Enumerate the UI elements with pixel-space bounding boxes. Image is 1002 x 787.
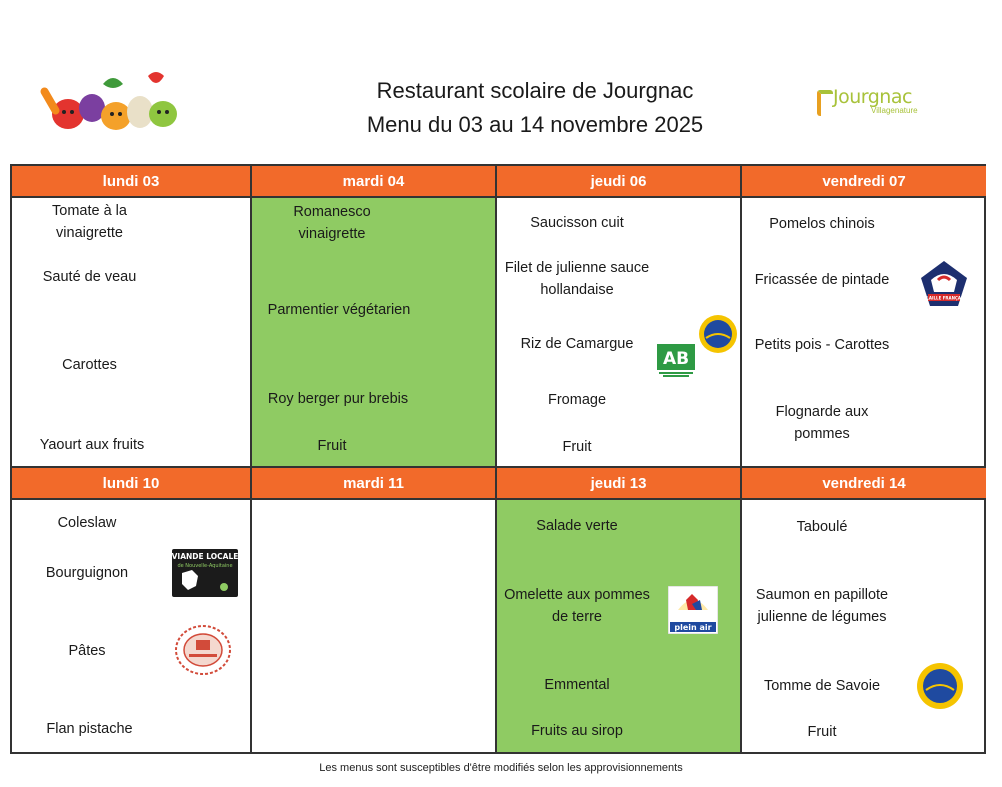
page-subtitle: Menu du 03 au 14 novembre 2025 <box>366 112 704 137</box>
page-title: Restaurant scolaire de Jourgnac <box>376 78 694 103</box>
day-header-lundi-03: lundi 03 <box>12 166 250 198</box>
menu-item: Romanesco vinaigrette <box>293 204 371 242</box>
logo-tagline: Villagenature <box>871 106 918 115</box>
fait-maison-stamp-icon <box>174 624 232 676</box>
day-header-jeudi-13: jeudi 13 <box>497 468 740 500</box>
menu-item: Pâtes <box>68 643 106 659</box>
menu-item: Petits pois - Carottes <box>754 337 890 353</box>
menu-item: Taboulé <box>796 519 848 535</box>
day-header-vendredi-07: vendredi 07 <box>742 166 986 198</box>
menu-item: Saucisson cuit <box>530 215 624 231</box>
menu-item: Yaourt aux fruits <box>39 437 145 453</box>
igp-quality-seal-icon <box>698 314 738 354</box>
column-divider <box>250 166 252 752</box>
bio-ab-label-icon <box>657 344 695 378</box>
vegetables-illustration <box>28 66 196 136</box>
menu-grid <box>10 164 986 754</box>
menu-item: Coleslaw <box>57 515 117 531</box>
menu-item: Tomme de Savoie <box>763 678 881 694</box>
volaille-francaise-label-icon <box>918 258 970 310</box>
menu-item: Pomelos chinois <box>769 216 875 232</box>
logo-mark-icon <box>817 90 833 116</box>
day-header-mardi-11: mardi 11 <box>252 468 495 500</box>
menu-item: Roy berger pur brebis <box>267 391 409 407</box>
week-divider <box>12 466 984 468</box>
day-header-mardi-04: mardi 04 <box>252 166 495 198</box>
menu-item: Riz de Camargue <box>520 336 634 352</box>
menu-item: Fruit <box>807 724 837 740</box>
menu-item: Flan pistache <box>46 721 133 737</box>
menu-item: Bourguignon <box>45 565 129 581</box>
day-header-vendredi-14: vendredi 14 <box>742 468 986 500</box>
menu-item: Flognarde aux pommes <box>775 404 869 442</box>
viande-locale-label-icon <box>172 549 238 597</box>
day-header-lundi-10: lundi 10 <box>12 468 250 500</box>
menu-item: Omelette aux pommes de terre <box>504 587 650 625</box>
menu-item: Fruit <box>317 438 347 454</box>
jourgnac-logo <box>815 86 935 116</box>
menu-item: Fruits au sirop <box>531 723 623 739</box>
column-divider <box>495 166 497 752</box>
menu-item: Parmentier végétarien <box>267 302 411 318</box>
svg-text:VOLAILLE FRANÇAISE: VOLAILLE FRANÇAISE <box>919 295 969 301</box>
menu-item: Carottes <box>62 357 117 373</box>
menu-item: Saumon en papillote julienne de légumes <box>755 587 889 625</box>
menu-item: Fruit <box>562 439 592 455</box>
menu-item: Fricassée de pintade <box>754 272 890 288</box>
column-divider <box>740 166 742 752</box>
svg-text:de Nouvelle-Aquitaine: de Nouvelle-Aquitaine <box>177 563 233 569</box>
logo-name: Jourgnac <box>833 86 912 108</box>
menu-item: Emmental <box>544 677 610 693</box>
svg-text:AB: AB <box>662 349 690 369</box>
footer-note: Les menus sont susceptibles d'être modifiés selon les approvisionnements <box>319 762 683 774</box>
menu-item: Filet de julienne sauce hollandaise <box>504 260 650 298</box>
plein-air-label-icon <box>668 586 718 634</box>
aop-quality-seal-icon <box>916 662 964 710</box>
svg-text:VIANDE LOCALE: VIANDE LOCALE <box>172 552 238 561</box>
svg-text:plein air: plein air <box>674 623 712 632</box>
menu-item: Salade verte <box>536 518 618 534</box>
menu-item: Tomate à la vinaigrette <box>52 203 127 241</box>
menu-item: Sauté de veau <box>42 269 137 285</box>
menu-item: Fromage <box>547 392 607 408</box>
day-header-jeudi-06: jeudi 06 <box>497 166 740 198</box>
